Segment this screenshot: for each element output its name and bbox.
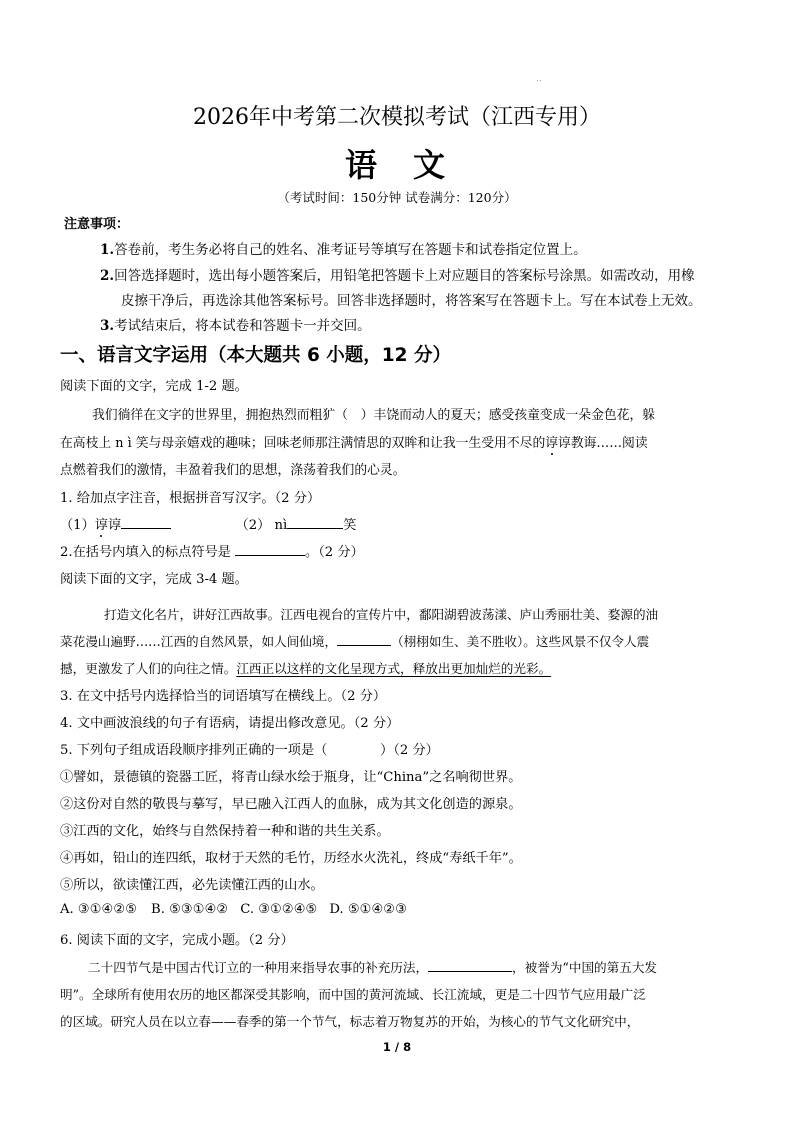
- dotted-char: 谆: [545, 436, 559, 451]
- note-item-3: [100, 314, 371, 334]
- answer-blank[interactable]: [235, 543, 305, 556]
- q1-part1-label: （1）: [60, 518, 95, 533]
- sentence-5: ⑤所以，欲读懂江西，必先读懂江西的山水。: [60, 878, 324, 893]
- note-number: 1.: [100, 242, 115, 258]
- note-text: 答卷前，考生务必将自己的姓名、准考证号等填写在答题卡和试卷指定位置上。: [114, 242, 587, 258]
- question-1: 1. 给加点字注音，根据拼音写汉字。（2 分）: [60, 491, 321, 506]
- passage1-line1: 我们徜徉在文字的世界里，拥抱热烈而粗犷（ ）丰饶而动人的夏天；感受孩童变成一朵金色花，躲: [92, 408, 656, 423]
- passage3-line2: 明”。全球所有使用农历的地区都深受其影响，而中国的黄河流域、长江流域，更是二十四节气应用最广泛: [60, 987, 646, 1002]
- sentence-1: ①譬如，景德镇的瓷器工匠，将青山绿水绘于瓶身，让“China”之名响彻世界。: [60, 770, 522, 785]
- q1-part2-label: （2） nì: [235, 518, 288, 533]
- passage3-line1: [88, 957, 657, 976]
- section-heading: 一、语言文字运用（本大题共 6 小题，12 分）: [60, 345, 451, 366]
- passage2-line3: [60, 658, 551, 677]
- note-item-2-continued: 皮擦干净后，再选涂其他答案标号。回答非选择题时，将答案写在答题卡上。写在本试卷上无效。: [121, 293, 702, 309]
- question-4: 4. 文中画波浪线的句子有语病，请提出修改意见。（2 分）: [60, 716, 400, 731]
- question-2-score: 。（2 分）: [305, 545, 364, 560]
- note-item-2: [100, 264, 695, 284]
- note-text: 回答选择题时，选出每小题答案后，用铅笔把答题卡上对应题目的答案标号涂黑。如需改动，用橡: [114, 268, 695, 284]
- wavy-underlined-sentence: 江西正以这样的文化呈现方式，释放出更加灿烂的光彩。: [236, 661, 552, 676]
- option-a[interactable]: A. ③①④②⑤: [60, 902, 138, 917]
- note-item-1: [100, 238, 587, 258]
- passage1-line3: 点燃着我们的激情，丰盈着我们的思想，涤荡着我们的心灵。: [60, 463, 406, 478]
- passage2-line2-rest: （栩栩如生、美不胜收）。这些风景不仅令人震: [391, 634, 650, 649]
- option-b[interactable]: B. ⑤③①④②: [151, 902, 229, 917]
- subject-char-1: 语: [344, 146, 381, 184]
- question-2-text: 2.在括号内填入的标点符号是: [60, 545, 236, 560]
- passage1-line2-end: 谆教诲……阅读: [558, 436, 648, 451]
- option-c[interactable]: C. ③①②④⑤: [240, 902, 318, 917]
- question-3: 3. 在文中括号内选择恰当的词语填写在横线上。（2 分）: [60, 689, 387, 704]
- passage1-line2-text: 笑与母亲嬉戏的趣味；回味老师那注满情思的双眸和让我一生受用不尽的: [135, 436, 546, 451]
- page-number: 1 / 8: [382, 1040, 412, 1054]
- passage1-line2: [60, 432, 648, 451]
- subject-char-2: 文: [413, 146, 450, 184]
- exam-time-info: （考试时间：150分钟 试卷满分：120分）: [277, 190, 517, 205]
- answer-blank[interactable]: [337, 633, 391, 646]
- passage2-line2: [60, 631, 649, 650]
- option-d[interactable]: D. ⑤①④②③: [329, 902, 407, 917]
- sentence-3: ③江西的文化，始终与自然保持着一种和谐的共生关系。: [60, 824, 390, 839]
- scan-mark: [537, 68, 543, 70]
- q1-part1-char: 谆: [107, 518, 122, 533]
- question-5: 5. 下列句子组成语段顺序排列正确的一项是（ ）（2 分）: [60, 743, 439, 758]
- passage2-line2-text: 菜花漫山遍野……江西的自然风景，如人间仙境，: [60, 634, 338, 649]
- sentence-2: ②这份对自然的敬畏与摹写，早已融入江西人的血脉，成为其文化创造的源泉。: [60, 797, 522, 812]
- passage3-line3: 的区域。研究人员在以立春——春季的第一个节气，标志着万物复苏的开始，为核心的节气文化研究中，: [60, 1014, 640, 1029]
- pinyin-ni: 在高枝上 n ì: [60, 436, 136, 451]
- sentence-4: ④再如，铅山的连四纸，取材于天然的毛竹，历经水火洗礼，终成“寿纸千年”。: [60, 851, 522, 866]
- notes-title: 注意事项：: [64, 217, 130, 232]
- passage2-line1: 打造文化名片，讲好江西故事。江西电视台的宣传片中，鄱阳湖碧波荡漾、庐山秀丽壮美、婺源的油: [104, 607, 659, 622]
- subject-title: [0, 140, 794, 186]
- question-2: [60, 541, 364, 560]
- passage3-line1-text: 二十四节气是中国古代订立的一种用来指导农事的补充历法，: [88, 960, 429, 975]
- note-text: 考试结束后，将本试卷和答题卡一并交回。: [114, 318, 371, 334]
- answer-blank[interactable]: [428, 959, 512, 972]
- passage2-line3-text: 撼，更激发了人们的向往之情。: [60, 661, 237, 676]
- answer-blank[interactable]: [121, 516, 171, 529]
- question-1-parts: [60, 514, 356, 533]
- question-6: 6. 阅读下面的文字，完成小题。（2 分）: [60, 933, 294, 948]
- passage3-line1-rest: ，被誉为“中国的第五大发: [512, 960, 658, 975]
- note-number: 2.: [100, 268, 115, 284]
- note-number: 3.: [100, 318, 115, 334]
- dotted-char: 谆: [94, 518, 108, 533]
- intro-q1-2: 阅读下面的文字，完成 1-2 题。: [60, 379, 248, 394]
- answer-options: [60, 902, 407, 917]
- intro-q3-4: 阅读下面的文字，完成 3-4 题。: [60, 572, 248, 587]
- exam-title: 2026年中考第二次模拟考试（江西专用）: [193, 105, 601, 130]
- q1-part2-char: 笑: [343, 518, 357, 533]
- answer-blank[interactable]: [287, 516, 343, 529]
